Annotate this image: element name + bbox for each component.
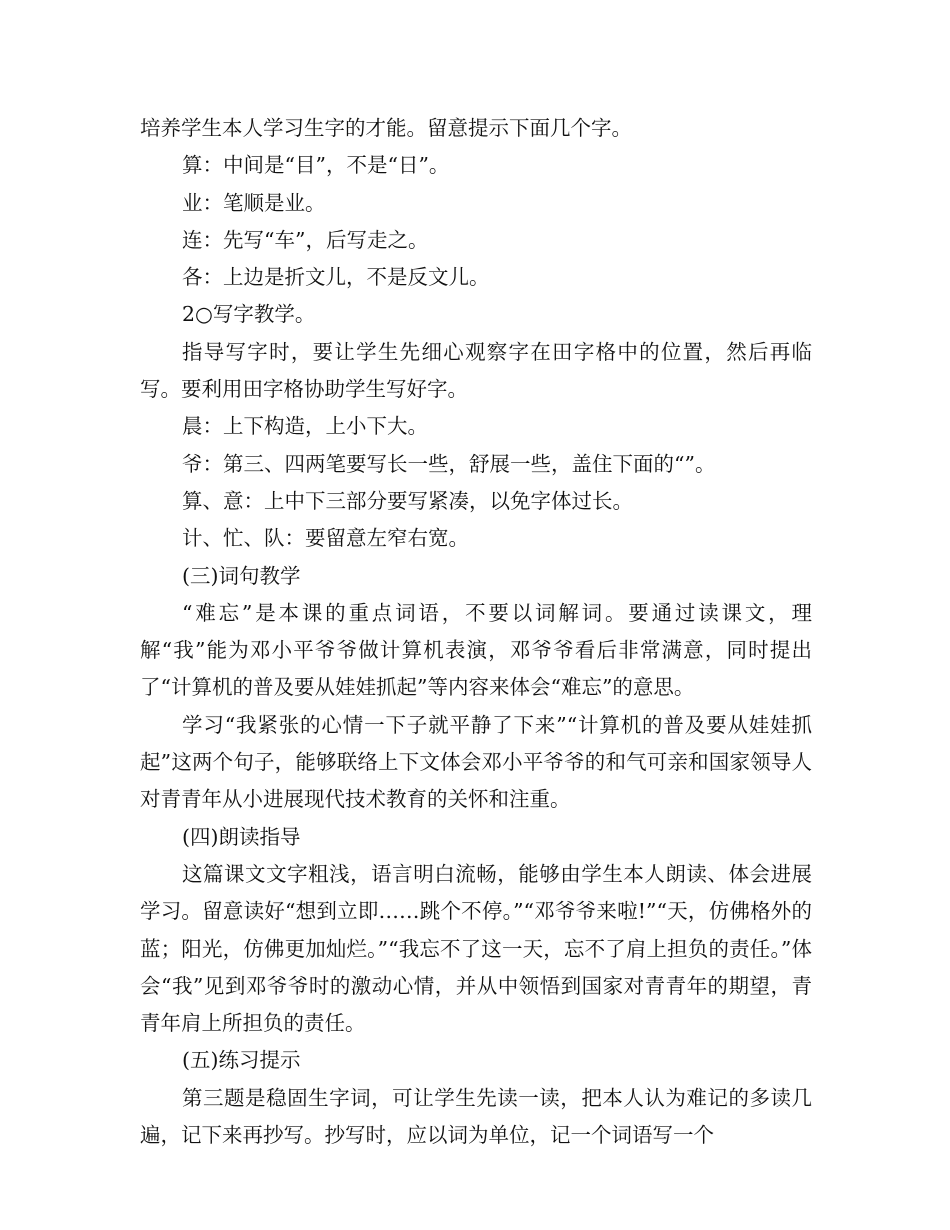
paragraph: 业：笔顺是业。	[182, 190, 326, 215]
paragraph: 晨：上下构造，上小下大。	[182, 414, 428, 439]
paragraph: 爷：第三、四两笔要写长一些，舒展一些，盖住下面的“”。	[182, 451, 716, 476]
paragraph: “难忘”是本课的重点词语，不要以词解词。要通过读课文，理解“我”能为邓小平爷爷做计算机表演，邓爷爷看后非常满意，同时提出了“计算机的普及要从娃娃抓起”等内容来体会“难忘”的意思。	[140, 600, 812, 700]
paragraph: 算：中间是“目”，不是“日”。	[182, 153, 450, 178]
paragraph: (三)词句教学	[182, 563, 301, 588]
paragraph: 这篇课文文字粗浅，语言明白流畅，能够由学生本人朗读、体会进展学习。留意读好“想到立即……跳个不停。”“邓爷爷来啦!”“天，仿佛格外的蓝；阳光，仿佛更加灿烂。”“我忘不了这一天，忘不了肩上担负的责任。”体会“我”见到邓爷爷时的激动心情，并从中领悟到国家对青青年的期望，青青年肩上所担负的责任。	[140, 861, 812, 1036]
paragraph: 连：先写“车”，后写走之。	[182, 227, 429, 252]
paragraph: 培养学生本人学习生字的才能。留意提示下面几个字。	[140, 116, 632, 140]
paragraph: 2○写字教学。	[182, 302, 316, 327]
paragraph: 各：上边是折文儿，不是反文儿。	[182, 265, 490, 290]
paragraph: 算、意：上中下三部分要写紧凑，以免字体过长。	[182, 488, 633, 513]
paragraph: (四)朗读指导	[182, 824, 301, 849]
paragraph: 学习“我紧张的心情一下子就平静了下来”“计算机的普及要从娃娃抓起”这两个句子，能够联络上下文体会邓小平爷爷的和气可亲和国家领导人对青青年从小进展现代技术教育的关怀和注重。	[140, 712, 812, 812]
paragraph: 指导写字时，要让学生先细心观察字在田字格中的位置，然后再临写。要利用田字格协助学生写好字。	[140, 339, 812, 402]
paragraph: (五)练习提示	[182, 1048, 301, 1073]
paragraph: 第三题是稳固生字词，可让学生先读一读，把本人认为难记的多读几遍，记下来再抄写。抄写时，应以词为单位，记一个词语写一个	[140, 1085, 812, 1148]
paragraph: 计、忙、队：要留意左窄右宽。	[182, 526, 469, 551]
document-body	[140, 110, 812, 1154]
